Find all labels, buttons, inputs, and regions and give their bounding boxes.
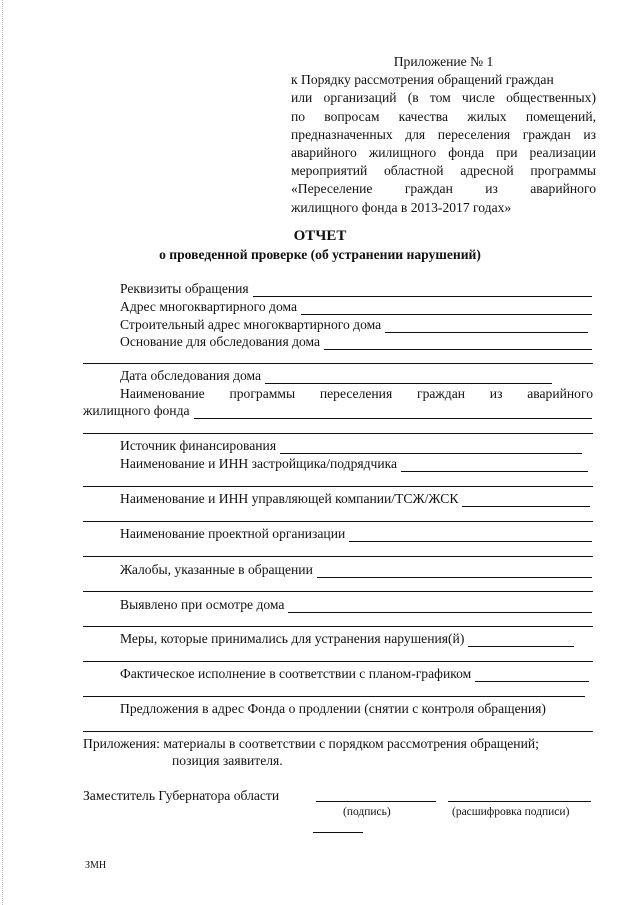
address-blank[interactable] bbox=[301, 302, 592, 315]
survey-date-field[interactable] bbox=[120, 367, 552, 384]
complaints-field[interactable] bbox=[120, 561, 592, 578]
actual-field[interactable] bbox=[120, 665, 589, 682]
blank-line[interactable] bbox=[83, 486, 593, 487]
report-subtitle: о проведенной проверке (об устранении нарушений) bbox=[159, 247, 481, 262]
attachments-line: Приложения: материалы в соответствии с порядком рассмотрения обращений; bbox=[83, 736, 539, 751]
build-address-blank[interactable] bbox=[385, 320, 588, 333]
actual-label: Фактическое исполнение в соответствии с планом-графиком bbox=[120, 666, 472, 681]
footer-code: ЗМН bbox=[85, 860, 107, 871]
appendix-line: по вопросам качества жилых помещений, bbox=[291, 108, 596, 124]
survey-date-label: Дата обследования дома bbox=[120, 368, 262, 383]
measures-label: Меры, которые принимались для устранения нарушения(й) bbox=[120, 631, 465, 646]
funding-blank[interactable] bbox=[280, 441, 582, 454]
complaints-label: Жалобы, указанные в обращении bbox=[120, 562, 313, 577]
inspection-label: Выявлено при осмотре дома bbox=[120, 597, 285, 612]
developer-label: Наименование и ИНН застройщика/подрядчика bbox=[120, 456, 398, 471]
blank-line[interactable] bbox=[83, 363, 593, 364]
signature-line[interactable] bbox=[316, 801, 436, 802]
appendix-line: жилищного фонда в 2013-2017 годах» bbox=[291, 199, 512, 215]
proposals-label: Предложения в адрес Фонда о продлении (снятии с контроля обращения) bbox=[120, 701, 546, 716]
blank-line[interactable] bbox=[83, 731, 593, 732]
report-title: ОТЧЕТ bbox=[293, 228, 347, 244]
decoding-line[interactable] bbox=[448, 801, 591, 802]
attachments-line-2: позиция заявителя. bbox=[172, 753, 283, 768]
complaints-blank[interactable] bbox=[317, 565, 592, 578]
blank-line[interactable] bbox=[83, 626, 593, 627]
blank-line[interactable] bbox=[83, 521, 593, 522]
requisites-field[interactable] bbox=[120, 280, 592, 297]
survey-date-blank[interactable] bbox=[265, 371, 552, 384]
address-field[interactable] bbox=[120, 298, 592, 315]
inspection-field[interactable] bbox=[120, 596, 592, 613]
management-label: Наименование и ИНН управляющей компании/ТСЖ/ЖСК bbox=[120, 491, 459, 506]
appendix-block bbox=[291, 53, 596, 217]
blank-line[interactable] bbox=[83, 591, 593, 592]
basis-label: Основание для обследования дома bbox=[120, 334, 321, 349]
design-org-field[interactable] bbox=[120, 525, 592, 542]
appendix-line: «Переселение граждан из аварийного bbox=[291, 181, 596, 197]
address-label: Адрес многоквартирного дома bbox=[120, 299, 298, 314]
program-name-label: Наименование программы переселения граждан из аварийного bbox=[120, 386, 593, 401]
blank-line[interactable] bbox=[83, 696, 585, 697]
decoding-caption: (расшифровка подписи) bbox=[452, 806, 570, 818]
program-name-label-2: жилищного фонда bbox=[83, 403, 190, 418]
measures-blank[interactable] bbox=[468, 634, 574, 647]
scan-edge bbox=[2, 0, 5, 905]
appendix-heading: Приложение № 1 bbox=[393, 54, 494, 69]
basis-blank[interactable] bbox=[324, 337, 592, 350]
developer-field[interactable] bbox=[120, 455, 588, 472]
developer-blank[interactable] bbox=[401, 459, 588, 472]
management-field[interactable] bbox=[120, 490, 590, 507]
appendix-line: или организаций (в том числе общественных) bbox=[291, 90, 596, 106]
appendix-line: аварийного жилищного фонда при реализации bbox=[291, 145, 596, 161]
requisites-label: Реквизиты обращения bbox=[120, 281, 249, 296]
signatory-position: Заместитель Губернатора области bbox=[83, 788, 280, 803]
short-line bbox=[313, 832, 363, 833]
blank-line[interactable] bbox=[83, 556, 593, 557]
program-name-blank[interactable] bbox=[194, 406, 592, 419]
funding-label: Источник финансирования bbox=[120, 438, 277, 453]
program-name-field[interactable] bbox=[83, 402, 592, 419]
inspection-blank[interactable] bbox=[288, 600, 592, 613]
blank-line[interactable] bbox=[83, 661, 593, 662]
design-org-label: Наименование проектной организации bbox=[120, 526, 346, 541]
design-org-blank[interactable] bbox=[349, 529, 592, 542]
management-blank[interactable] bbox=[462, 494, 590, 507]
appendix-line: предназначенных для переселения граждан из bbox=[291, 126, 596, 142]
basis-field[interactable] bbox=[120, 333, 592, 350]
build-address-field[interactable] bbox=[120, 316, 588, 333]
signature-caption: (подпись) bbox=[343, 806, 391, 818]
appendix-line: мероприятий областной адресной программы bbox=[291, 163, 596, 179]
blank-line[interactable] bbox=[83, 433, 593, 434]
measures-field[interactable] bbox=[120, 630, 574, 647]
build-address-label: Строительный адрес многоквартирного дома bbox=[120, 317, 382, 332]
requisites-blank[interactable] bbox=[253, 284, 592, 297]
actual-blank[interactable] bbox=[475, 669, 589, 682]
appendix-line: к Порядку рассмотрения обращений граждан bbox=[291, 72, 554, 88]
funding-field[interactable] bbox=[120, 437, 582, 454]
